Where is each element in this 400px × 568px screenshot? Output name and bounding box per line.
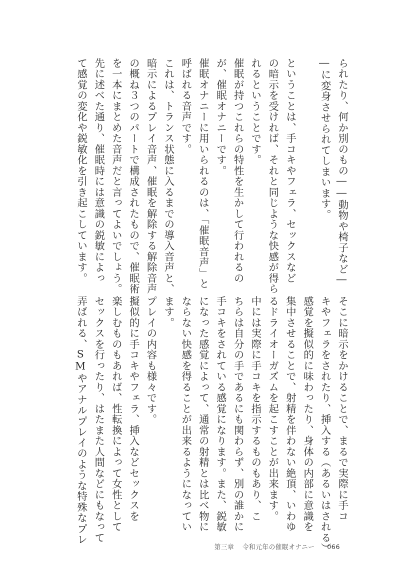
running-footer [214,542,340,551]
text-line: これは、トランス状態に入るまでの導入音声と、 [161,58,173,295]
text-line: るドライオーガズムを起こすことが出来ます。 [266,296,278,522]
text-line: ちらは自分の手であるにも関わらず、別の誰かに [231,296,243,533]
text-line: ます。 [161,296,173,329]
text-line: そこに暗示をかけることで、まるで実際に手コ [336,296,347,522]
text-line: 手コキをされている感覚になります。また、鋭敏 [214,296,226,533]
upper-text-column [72,58,350,295]
text-line: の暗示を受ければ、それと同じような快感が得ら [266,58,278,295]
chapter-title: 令和元年の催眠オナニー [242,544,315,551]
text-line: の概ね３つのパートで構成されたもので、催眠術 [127,58,139,295]
text-line: ということは、手コキやフェラ、セックスなど [283,58,295,284]
text-line: 催眠が持つこれらの特性を生かして行われるの [231,58,243,284]
chapter-label: 第三章 [214,544,235,551]
text-line: 感覚を擬似的に味わったり、身体の内部に意識を [301,296,313,533]
text-line: ならない快感を得ることが出来るようになってい [179,296,191,533]
text-line: 楽しむものもあれば、性転換によって女性として [109,296,121,533]
paragraph-gap [298,58,315,280]
text-line: 中には実際に手コキを指示するものもあり、こ [248,296,260,522]
text-line: て感覚の変化や鋭敏化を引き起こしています。 [74,58,86,284]
text-line: 暗示によるプレイ音声、催眠を解除する解除音声 [144,58,156,295]
text-line: られたり、何か別のもの――動物や椅子など― [336,58,347,287]
text-line: プレイの内容も様々です。 [144,296,156,425]
text-line: 先に述べた通り、催眠時には意識の鋭敏によっ [92,58,104,284]
text-line: 呼ばれる音声です。 [179,58,191,155]
text-line: が、催眠オナニーです。 [214,58,226,177]
text-line: 集中させることで、射精を伴わない絶頂、いわゆ [283,296,295,533]
text-line: セックスを行ったり、はたまた人間などにもなって [92,296,104,544]
text-line: れるということです。 [248,58,260,166]
text-line: ―に変身させられてしまいます。 [318,58,330,221]
text-line: 擬似的に手コキやフェラ、挿入などセックスを [127,296,139,522]
text-line: を一本にまとめた音声だと言ってよいでしょう。 [109,58,121,295]
text-line: キやフェラをされたり、挿入する（あるいはされる） [318,296,330,554]
text-line: になった感覚によって、通常の射精とは比べ物に [196,296,208,533]
text-line: 弄ばれる、SMやアナルプレイのような特殊なプレ [74,296,86,545]
page-number: 066 [327,544,340,551]
text-line: 催眠オナニーに用いられるのは、「催眠音声」と [196,58,208,290]
